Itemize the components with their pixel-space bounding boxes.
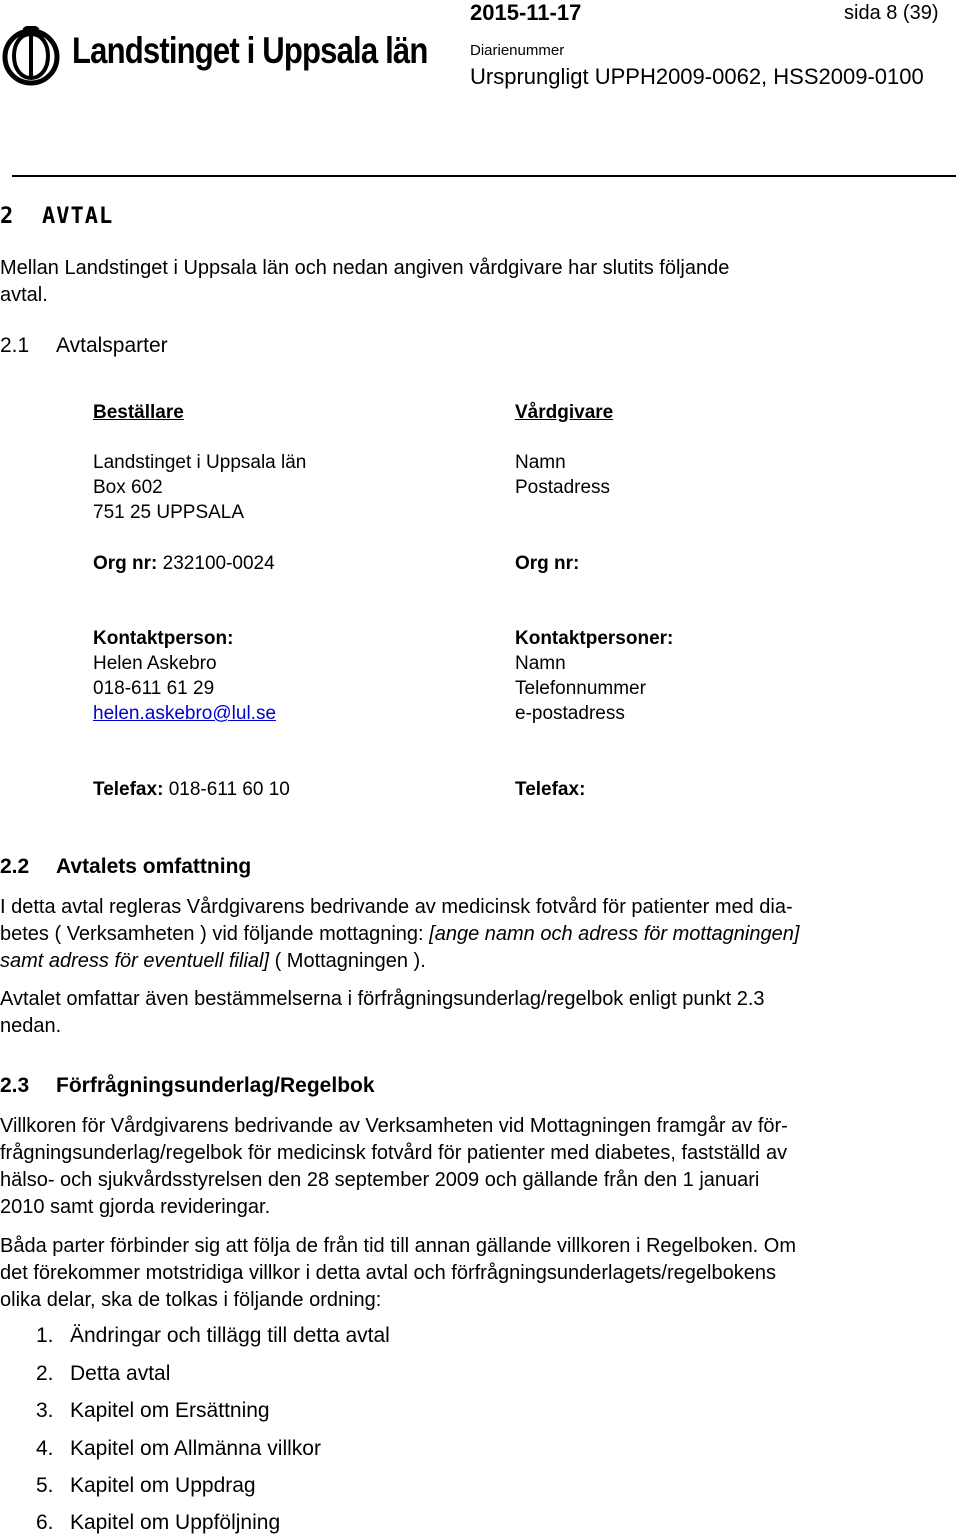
organization-name: Landstinget i Uppsala län	[72, 30, 428, 71]
list-item: 3. Kapitel om Ersättning	[36, 1399, 270, 1422]
section-title: AVTAL	[42, 204, 114, 229]
s23-p1-line-2: frågningsunderlag/regelbok för medicinsk fotvård för patienter med diabetes, fastställd av	[0, 1142, 788, 1164]
vardgivare-contact-label: Kontaktpersoner:	[515, 628, 674, 649]
s22-p1-line-3	[0, 948, 426, 975]
list-item: 2. Detta avtal	[36, 1362, 171, 1385]
bestallare-org	[93, 551, 275, 576]
page-number: sida 8 (39)	[844, 2, 939, 24]
s22-p2-line-1: Avtalet omfattar även bestämmelserna i förfrågningsunderlag/regelbok enligt punkt 2.3	[0, 988, 765, 1010]
vardgivare-name: Namn	[515, 452, 566, 473]
list-item: 4. Kapitel om Allmänna villkor	[36, 1437, 321, 1460]
section-number: 2.2	[0, 855, 30, 878]
landsting-logo-icon	[2, 26, 60, 86]
intro-line-1: Mellan Landstinget i Uppsala län och nedan angiven vårdgivare har slutits följande	[0, 257, 730, 279]
document-date: 2015-11-17	[470, 0, 582, 25]
diarie-label: Diarienummer	[470, 42, 565, 59]
vardgivare-heading: Vårdgivare	[515, 402, 614, 423]
fax-label: Telefax:	[93, 779, 164, 800]
s23-p1-line-4: 2010 samt gjorda revideringar.	[0, 1196, 271, 1218]
s23-p2-line-2: det förekommer motstridiga villkor i detta avtal och förfrågningsunderlagets/regelbokens	[0, 1262, 776, 1284]
section-number: 2.1	[0, 334, 30, 357]
vardgivare-contact-name: Namn	[515, 653, 566, 674]
s22-p1-line-1: I detta avtal regleras Vårdgivarens bedrivande av medicinsk fotvård för patienter med dia-	[0, 896, 793, 918]
s22-p2-line-2: nedan.	[0, 1015, 62, 1037]
s23-p2-line-1: Båda parter förbinder sig att följa de från tid till annan gällande villkoren i Regelboken. Om	[0, 1235, 797, 1257]
list-item: 6. Kapitel om Uppföljning	[36, 1511, 281, 1534]
section-heading-2	[0, 204, 113, 229]
bestallare-contact-phone: 018-611 61 29	[93, 678, 215, 699]
diarie-number: Ursprungligt UPPH2009-0062, HSS2009-0100	[470, 64, 924, 89]
bestallare-contact-name: Helen Askebro	[93, 653, 217, 674]
s22-p1-line-2	[0, 921, 799, 948]
section-heading-2-1	[0, 334, 168, 358]
placeholder-text: samt adress för eventuell filial]	[0, 950, 270, 972]
text-span: ( Mottagningen ).	[269, 950, 426, 972]
bestallare-box: Box 602	[93, 477, 163, 498]
vardgivare-contact-email: e-postadress	[515, 703, 625, 724]
org-label: Org nr:	[93, 553, 158, 574]
s23-p2-line-3: olika delar, ska de tolkas i följande ordning:	[0, 1289, 382, 1311]
s23-p1-line-1: Villkoren för Vårdgivarens bedrivande av Verksamheten vid Mottagningen framgår av för-	[0, 1115, 788, 1137]
vardgivare-fax-label: Telefax:	[515, 779, 586, 800]
intro-line-2: avtal.	[0, 284, 48, 306]
vardgivare-address: Postadress	[515, 477, 611, 498]
bestallare-fax	[93, 777, 290, 802]
s23-p1-line-3: hälso- och sjukvårdsstyrelsen den 28 september 2009 och gällande från den 1 januari	[0, 1169, 760, 1191]
section-number: 2.3	[0, 1074, 30, 1097]
vardgivare-org-label: Org nr:	[515, 553, 580, 574]
section-title: Avtalsparter	[56, 334, 168, 357]
list-item: 5. Kapitel om Uppdrag	[36, 1474, 256, 1497]
bestallare-contact-label: Kontaktperson:	[93, 628, 234, 649]
bestallare-city: 751 25 UPPSALA	[93, 502, 245, 523]
section-title: Förfrågningsunderlag/Regelbok	[56, 1074, 375, 1097]
bestallare-email-link[interactable]: helen.askebro@lul.se	[93, 703, 277, 724]
header-divider	[12, 175, 956, 177]
section-number: 2	[0, 204, 15, 229]
placeholder-text: [ange namn och adress för mottagningen]	[429, 923, 800, 945]
section-heading-2-3	[0, 1074, 375, 1098]
list-item: 1. Ändringar och tillägg till detta avtal	[36, 1324, 390, 1347]
org-value: 232100-0024	[162, 553, 275, 574]
section-heading-2-2	[0, 855, 251, 879]
text-span: betes ( Verksamheten ) vid följande mottagning:	[0, 923, 430, 945]
bestallare-name: Landstinget i Uppsala län	[93, 452, 307, 473]
vardgivare-contact-phone: Telefonnummer	[515, 678, 646, 699]
section-title: Avtalets omfattning	[56, 855, 252, 878]
fax-value: 018-611 60 10	[168, 779, 290, 800]
bestallare-heading: Beställare	[93, 402, 184, 423]
